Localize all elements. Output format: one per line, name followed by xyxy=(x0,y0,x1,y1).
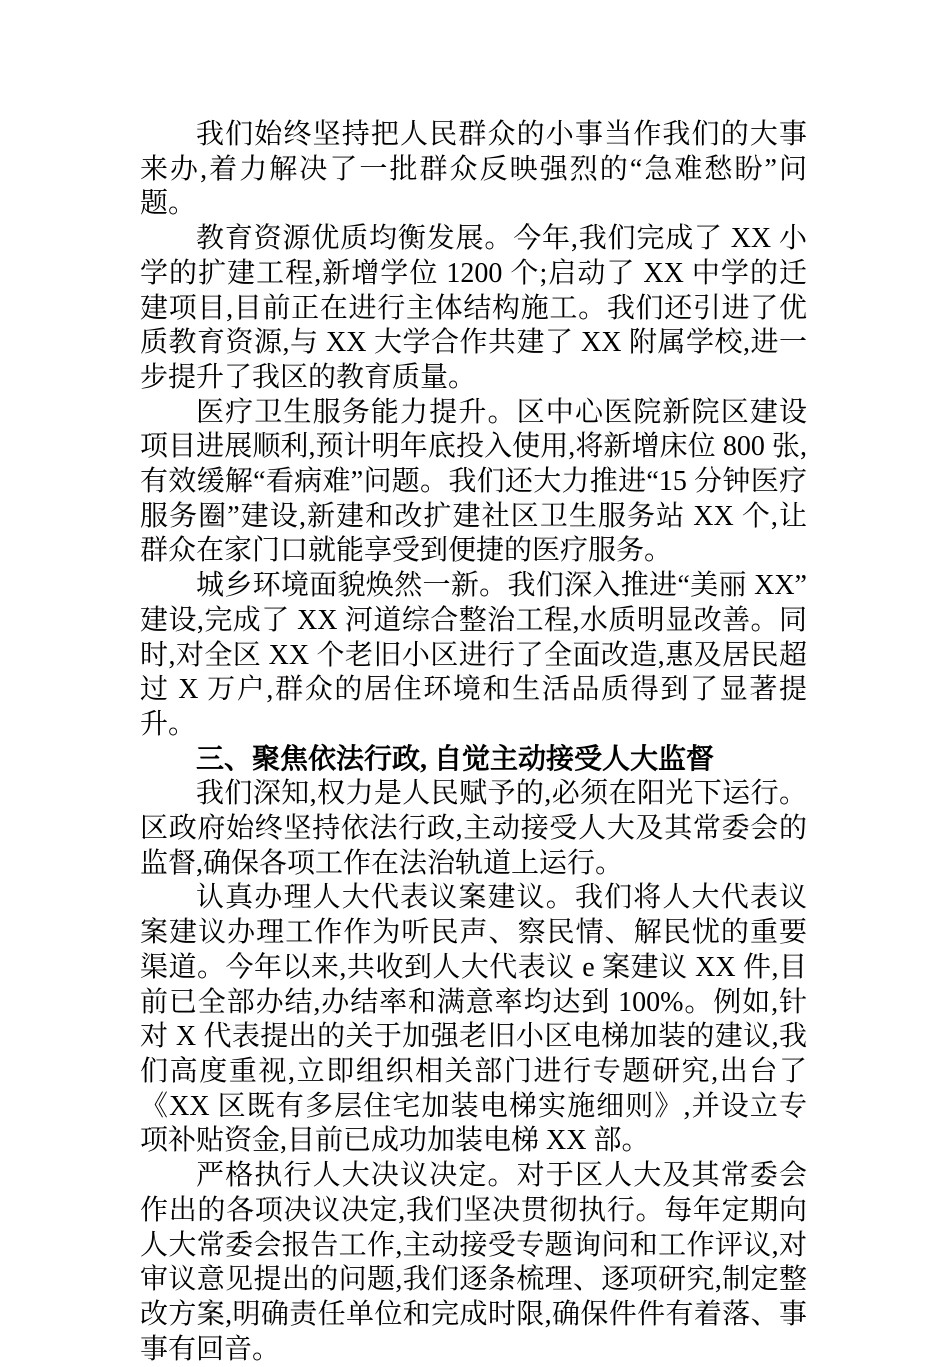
document-text-block xyxy=(140,118,807,1367)
paragraph-education: 教育资源优质均衡发展。今年,我们完成了 XX 小学的扩建工程,新增学位 1200 个;启动了 XX 中学的迁建项目,目前正在进行主体结构施工。我们还引进了优质教育资源,与 XX 大学合作共建了 XX 附属学校,进一步提升了我区的教育质量。 xyxy=(140,223,807,393)
paragraph-deputy-proposals: 认真办理人大代表议案建议。我们将人大代表议案建议办理工作作为听民声、察民情、解民忧的重要渠道。今年以来,共收到人大代表议 e 案建议 XX 件,目前已全部办结,办结率和满意率均达到 100%。例如,针对 X 代表提出的关于加强老旧小区电梯加装的建议,我们高度重视,立即组织相关部门进行专题研究,出台了《XX 区既有多层住宅加装电梯实施细则》,并设立专项补贴资金,目前已成功加装电梯 XX 部。 xyxy=(140,882,807,1157)
paragraph-implement-resolutions: 严格执行人大决议决定。对于区人大及其常委会作出的各项决议决定,我们坚决贯彻执行。每年定期向人大常委会报告工作,主动接受专题询问和工作评议,对审议意见提出的问题,我们逐条梳理、逐项研究,制定整改方案,明确责任单位和完成时限,确保件件有着落、事事有回音。 xyxy=(140,1160,807,1365)
section-heading-rule-of-law: 三、聚焦依法行政, 自觉主动接受人大监督 xyxy=(196,743,715,775)
paragraph-accept-supervision: 我们深知,权力是人民赋予的,必须在阳光下运行。区政府始终坚持依法行政,主动接受人大及其常委会的监督,确保各项工作在法治轨道上运行。 xyxy=(140,778,807,879)
paragraph-medical-services: 医疗卫生服务能力提升。区中心医院新院区建设项目进展顺利,预计明年底投入使用,将新增床位 800 张,有效缓解“看病难”问题。我们还大力推进“15 分钟医疗服务圈”建设,新建和改扩建社区卫生服务站 XX 个,让群众在家门口就能享受到便捷的医疗服务。 xyxy=(140,396,807,567)
paragraph-people-livelihood-intro: 我们始终坚持把人民群众的小事当作我们的大事来办,着力解决了一批群众反映强烈的“急难愁盼”问题。 xyxy=(140,119,807,220)
paragraph-urban-environment: 城乡环境面貌焕然一新。我们深入推进“美丽 XX”建设,完成了 XX 河道综合整治工程,水质明显改善。同时,对全区 XX 个老旧小区进行了全面改造,惠及居民超过 X 万户,群众的居住环境和生活品质得到了显著提升。 xyxy=(140,570,807,740)
